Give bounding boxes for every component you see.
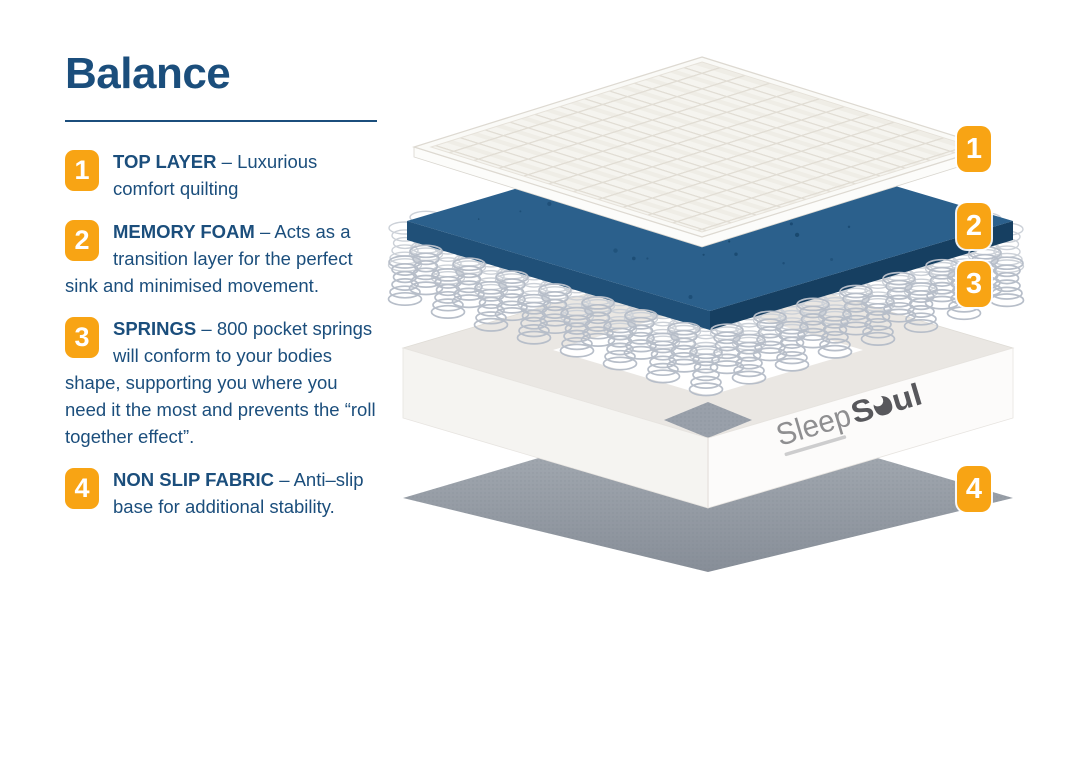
legend-item-label: MEMORY FOAM — [113, 221, 255, 242]
legend-item-label: NON SLIP FABRIC — [113, 469, 275, 490]
legend-item-description: – Luxurious comfort quilting — [113, 151, 318, 199]
legend-item-description: – Anti–slip base for additional stability. — [113, 469, 364, 517]
page-title: Balance — [65, 49, 231, 98]
logo-text-regular: Sleep — [772, 396, 859, 453]
legend-number-badge-4: 4 — [65, 468, 99, 509]
diagram-badge-2: 2 — [957, 203, 991, 249]
diagram-badge-4: 4 — [957, 466, 991, 512]
legend-item-label: TOP LAYER — [113, 151, 217, 172]
legend-number-badge-3: 3 — [65, 317, 99, 358]
legend-item-label: SPRINGS — [113, 318, 197, 339]
legend-number-badge-1: 1 — [65, 150, 99, 191]
diagram-badge-3: 3 — [957, 261, 991, 307]
legend-item-description: – 800 pocket springs will conform to your bodies shape, supporting you where you need it the most and prevents the “roll together effect”. — [65, 318, 376, 447]
legend-number-badge-2: 2 — [65, 220, 99, 261]
legend-item-description: – Acts as a transition layer for the perfect sink and minimised movement. — [65, 221, 353, 296]
diagram-badge-1: 1 — [957, 126, 991, 172]
